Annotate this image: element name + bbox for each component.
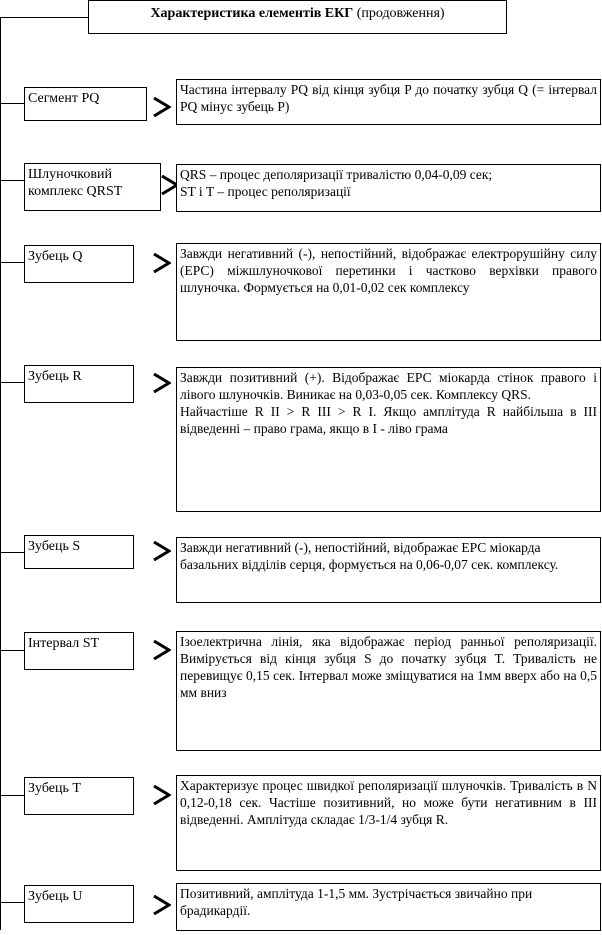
element-label-text: Зубець T bbox=[28, 781, 81, 796]
branch-line bbox=[0, 382, 25, 383]
element-label-text: Зубець R bbox=[28, 369, 82, 384]
branch-line bbox=[0, 552, 25, 553]
element-description-u-wave bbox=[176, 883, 601, 931]
element-label-text: Зубець U bbox=[28, 889, 83, 904]
branch-line bbox=[0, 262, 25, 263]
element-description-pq-segment bbox=[176, 79, 601, 125]
trunk-to-title-line bbox=[0, 17, 88, 18]
diagram-title bbox=[88, 0, 507, 34]
chevron-right-icon bbox=[153, 97, 171, 117]
branch-line bbox=[0, 650, 25, 651]
element-label-s-wave bbox=[24, 535, 134, 569]
branch-line bbox=[0, 795, 25, 796]
element-label-text: Інтервал ST bbox=[28, 636, 100, 651]
description-line: Характеризує процес швидкої реполяризації шлуночків. Тривалість в N 0,12-0,18 сек. Частіше позитивний, но може бути негативним в III відведенні. Амплітуда складає 1/3-1/4 зубця R. bbox=[180, 778, 597, 827]
element-label-u-wave bbox=[24, 885, 134, 923]
chevron-right-icon bbox=[153, 895, 171, 915]
element-description-s-wave bbox=[176, 537, 601, 603]
chevron-right-icon bbox=[153, 373, 171, 393]
element-label-qrst-complex bbox=[24, 163, 161, 211]
chevron-right-icon bbox=[153, 640, 171, 660]
element-description-t-wave bbox=[176, 775, 601, 871]
chevron-right-icon bbox=[153, 253, 171, 273]
description-line: Завжди негативний (-), непостійний, відображає ЕРС міокарда базальних відділів серця, формується на 0,06-0,07 сек. комплексу. bbox=[180, 540, 559, 572]
description-line: Позитивний, амплітуда 1-1,5 мм. Зустрічається звичайно при брадикардії. bbox=[180, 886, 533, 918]
chevron-right-icon bbox=[153, 785, 171, 805]
element-label-r-wave bbox=[24, 365, 134, 403]
title-bold: Характеристика елементів ЕКГ bbox=[150, 6, 354, 21]
element-label-text: Зубець Q bbox=[28, 249, 83, 264]
branch-line bbox=[0, 180, 25, 181]
element-description-st-interval bbox=[176, 631, 601, 751]
branch-line bbox=[0, 902, 25, 903]
title-suffix: (продовження) bbox=[356, 6, 445, 21]
description-line: Завжди негативний (-), непостійний, відображає електрорушійну силу (ЕРС) міжшлуночкової перетинки і частково верхівки правого шлуночка. Формується на 0,01-0,02 сек комплексу bbox=[180, 246, 597, 295]
trunk-line bbox=[0, 17, 1, 930]
element-label-q-wave bbox=[24, 245, 134, 283]
element-label-text: Сегмент PQ bbox=[28, 91, 100, 106]
element-label-st-interval bbox=[24, 632, 134, 670]
chevron-right-icon bbox=[153, 541, 171, 561]
description-line: Частина інтервалу PQ від кінця зубця P до початку зубця Q (= інтервал PQ мінус зубець P) bbox=[180, 82, 597, 114]
element-description-qrst-complex bbox=[176, 164, 601, 212]
description-line: Завжди позитивний (+). Відображає ЕРС міокарда стінок правого і лівого шлуночків. Виникає на 0,03-0,05 сек. Комплексу QRS. bbox=[180, 370, 597, 402]
element-label-text: Зубець S bbox=[28, 539, 81, 554]
element-label-t-wave bbox=[24, 777, 134, 815]
element-label-pq-segment bbox=[24, 87, 147, 121]
element-label-text: Шлуночковий комплекс QRST bbox=[28, 167, 123, 199]
branch-line bbox=[0, 103, 25, 104]
description-line: QRS – процес деполяризації тривалістю 0,04-0,09 сек; bbox=[180, 167, 493, 182]
description-line: ST і T – процес реполяризації bbox=[180, 184, 351, 199]
description-line: Найчастіше R II > R III > R I. Якщо амплітуда R найбільша в III відведенні – право грама, якщо в I - ліво грама bbox=[180, 404, 597, 436]
element-description-r-wave bbox=[176, 367, 601, 512]
element-description-q-wave bbox=[176, 243, 601, 341]
description-line: Ізоелектрична лінія, яка відображає період ранньої реполяризації. Вимірується від кінця зубця S до початку зубця T. Тривалість не перевищує 0,15 сек. Інтервал може зміщуватися на 1мм вверх або на 0,5 мм вниз bbox=[180, 634, 597, 700]
